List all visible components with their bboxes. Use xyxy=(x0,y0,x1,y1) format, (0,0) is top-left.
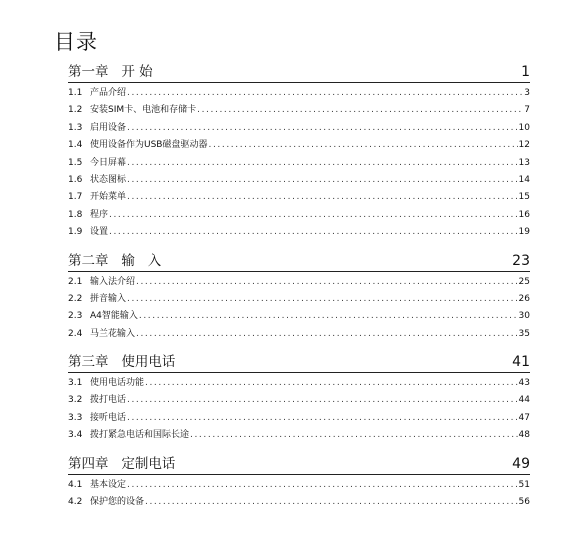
entry-number: 2.3 xyxy=(68,311,83,322)
chapter-heading xyxy=(68,249,530,272)
entry-label: 状态图标 xyxy=(90,174,127,185)
entry-page-number: 19 xyxy=(518,227,530,238)
dot-leader xyxy=(145,375,518,392)
chapter-3 xyxy=(68,350,530,445)
toc-entry xyxy=(68,427,530,444)
dot-leader xyxy=(109,224,518,241)
entry-label: 今日屏幕 xyxy=(90,157,127,168)
chapter-heading xyxy=(68,350,530,373)
entry-page-number: 16 xyxy=(518,209,530,220)
toc-entry xyxy=(68,392,530,409)
entry-page-number: 3 xyxy=(524,88,530,98)
dot-leader xyxy=(127,85,523,102)
entry-number: 1.5 xyxy=(68,157,83,168)
entry-number: 3.4 xyxy=(68,430,83,441)
chapter-title: 第一章 开 始 xyxy=(68,64,153,80)
entry-page-number: 35 xyxy=(518,328,530,339)
entry-label: 程序 xyxy=(90,209,109,220)
chapter-page-number: 41 xyxy=(512,354,530,371)
entry-page-number: 56 xyxy=(518,497,530,508)
toc-entry xyxy=(68,308,530,325)
entry-page-number: 51 xyxy=(518,479,530,490)
entry-page-number: 10 xyxy=(518,122,530,133)
chapter-heading xyxy=(68,452,530,475)
toc-entry xyxy=(68,326,530,343)
entry-label: 拼音输入 xyxy=(90,293,127,304)
entry-number: 4.1 xyxy=(68,479,83,490)
entry-number: 3.3 xyxy=(68,412,83,423)
entry-label: 开始菜单 xyxy=(90,192,127,203)
entry-number: 1.4 xyxy=(68,140,83,151)
entry-number: 1.6 xyxy=(68,174,83,185)
dot-leader xyxy=(127,477,518,494)
entry-page-number: 12 xyxy=(518,140,530,151)
dot-leader xyxy=(208,137,517,154)
entry-page-number: 26 xyxy=(518,293,530,304)
dot-leader xyxy=(127,155,518,172)
toc-entry xyxy=(68,224,530,241)
entry-number: 2.2 xyxy=(68,293,83,304)
chapter-page-number: 1 xyxy=(521,64,530,80)
entry-number: 2.1 xyxy=(68,276,83,287)
entry-page-number: 7 xyxy=(524,105,530,116)
dot-leader xyxy=(127,189,518,206)
dot-leader xyxy=(109,207,518,224)
dot-leader xyxy=(190,427,518,444)
entry-number: 1.8 xyxy=(68,209,83,220)
chapter-heading xyxy=(68,60,530,83)
toc-entry xyxy=(68,375,530,392)
table-of-contents xyxy=(68,60,530,518)
entry-label: 设置 xyxy=(90,227,109,238)
toc-entry xyxy=(68,189,530,206)
entry-label: 产品介绍 xyxy=(90,88,127,98)
toc-entry xyxy=(68,155,530,172)
dot-leader xyxy=(197,102,523,119)
entry-page-number: 47 xyxy=(518,412,530,423)
toc-entry xyxy=(68,120,530,137)
toc-entry xyxy=(68,477,530,494)
entry-label: 安装SIM卡、电池和存储卡 xyxy=(90,105,197,116)
dot-leader xyxy=(127,172,518,189)
entry-number: 1.1 xyxy=(68,88,83,98)
entry-number: 1.3 xyxy=(68,122,83,133)
entry-page-number: 25 xyxy=(518,276,530,287)
entry-number: 1.2 xyxy=(68,105,83,116)
dot-leader xyxy=(136,274,518,291)
entry-label: A4智能输入 xyxy=(90,311,138,322)
chapter-title: 第四章 定制电话 xyxy=(68,455,176,472)
chapter-page-number: 49 xyxy=(512,455,530,472)
dot-leader xyxy=(139,308,518,325)
entry-label: 使用电话功能 xyxy=(90,378,145,389)
page-title: 目录 xyxy=(54,30,98,54)
chapter-2 xyxy=(68,249,530,344)
chapter-4 xyxy=(68,452,530,512)
dot-leader xyxy=(145,494,518,511)
entry-label: 拨打电话 xyxy=(90,395,127,406)
chapter-title: 第三章 使用电话 xyxy=(68,354,176,371)
toc-entry xyxy=(68,137,530,154)
entry-page-number: 13 xyxy=(518,157,530,168)
entry-number: 1.9 xyxy=(68,227,83,238)
entry-number: 4.2 xyxy=(68,497,83,508)
dot-leader xyxy=(136,326,518,343)
entry-label: 使用设备作为USB磁盘驱动器 xyxy=(90,140,208,151)
entry-page-number: 15 xyxy=(518,192,530,203)
dot-leader xyxy=(127,392,518,409)
entry-label: 基本设定 xyxy=(90,479,127,490)
entry-page-number: 43 xyxy=(518,378,530,389)
entry-number: 3.1 xyxy=(68,378,83,389)
chapter-1 xyxy=(68,60,530,242)
dot-leader xyxy=(127,291,518,308)
entry-number: 2.4 xyxy=(68,328,83,339)
toc-entry xyxy=(68,85,530,102)
entry-label: 启用设备 xyxy=(90,122,127,133)
entry-page-number: 48 xyxy=(518,430,530,441)
chapter-page-number: 23 xyxy=(512,252,530,269)
toc-entry xyxy=(68,494,530,511)
toc-entry xyxy=(68,274,530,291)
toc-entry xyxy=(68,291,530,308)
entry-page-number: 44 xyxy=(518,395,530,406)
entry-page-number: 30 xyxy=(518,311,530,322)
entry-number: 1.7 xyxy=(68,192,83,203)
entry-label: 马兰花输入 xyxy=(90,328,136,339)
entry-page-number: 14 xyxy=(518,174,530,185)
toc-entry xyxy=(68,410,530,427)
entry-label: 保护您的设备 xyxy=(90,497,145,508)
dot-leader xyxy=(127,120,518,137)
toc-entry xyxy=(68,207,530,224)
entry-label: 接听电话 xyxy=(90,412,127,423)
entry-label: 拨打紧急电话和国际长途 xyxy=(90,430,190,441)
dot-leader xyxy=(127,410,518,427)
entry-number: 3.2 xyxy=(68,395,83,406)
toc-entry xyxy=(68,172,530,189)
toc-entry xyxy=(68,102,530,119)
chapter-title: 第二章 输 入 xyxy=(68,252,162,269)
entry-label: 输入法介绍 xyxy=(90,276,136,287)
